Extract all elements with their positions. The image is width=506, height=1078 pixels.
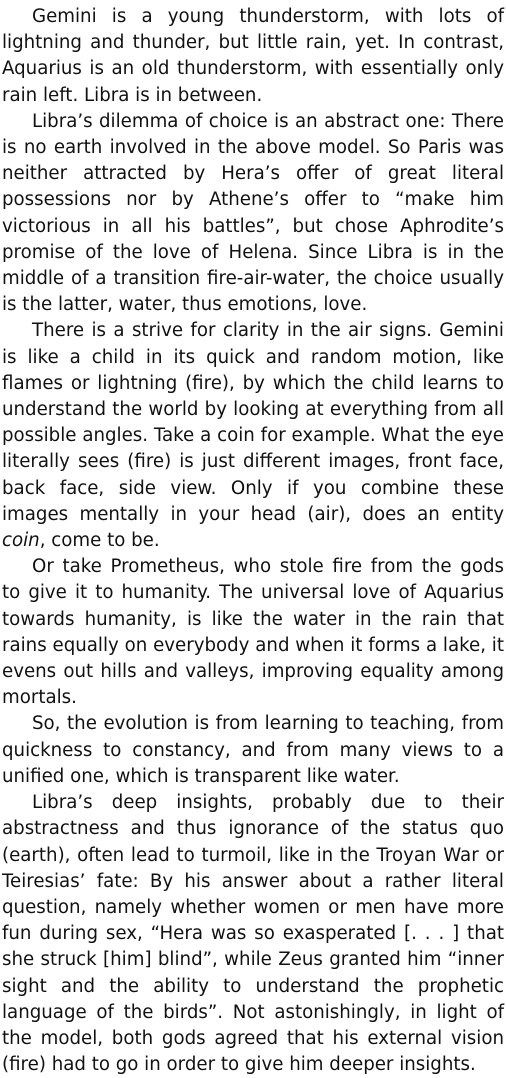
paragraph-text: Libra’s dilemma of choice is an abstract one: There is no earth involved in the above model. So Paris was neither attracted by Hera’s offer of great literal possessions nor by Athene’s offer to “make him victorious in all his battles”, but chose Aphrodite’s promise of the love of Helena. Since Libra is in the middle of a transition fire-air-water, the choice usually is the latter, water, thus emotions, love. <box>2 110 504 316</box>
paragraph-text: Gemini is a young thunderstorm, with lots of lightning and thunder, but little rain, yet. In contrast, Aquarius is an old thunderstorm, with essentially only rain left. Libra is in between. <box>2 6 504 106</box>
paragraph-libra-insights <box>2 790 504 1078</box>
paragraph-libra-dilemma <box>2 109 504 319</box>
paragraph-text: Libra’s deep insights, probably due to their abstractness and thus ignorance of the status quo (earth), often lead to turmoil, like in the Troyan War or Teiresias’ fate: By his answer about a rather literal question, namely whether women or men have more fun during sex, “Hera was so exasperated [. . . ] that she struck [him] blind”, while Zeus granted him “inner sight and the ability to understand the prophetic language of the birds”. Not astonishingly, in light of the model, both gods agreed that his external vision (fire) had to go in order to give him deeper insights. <box>2 792 504 1076</box>
paragraph-gemini-aquarius <box>2 4 504 109</box>
italic-word-coin: coin <box>2 530 40 552</box>
paragraph-evolution <box>2 711 504 790</box>
paragraph-text: , come to be. <box>39 530 160 552</box>
paragraph-text: Or take Prometheus, who stole fire from the gods to give it to humanity. The universal love of Aquarius towards humanity, is like the water in the rain that rains equally on everybody and when it forms a lake, it evens out hills and valleys, improving equality among mortals. <box>2 556 504 709</box>
paragraph-air-signs-clarity <box>2 318 504 554</box>
paragraph-text: So, the evolution is from learning to teaching, from quickness to constancy, and from many views to a unified one, which is transparent like water. <box>2 713 504 787</box>
paragraph-text: There is a strive for clarity in the air signs. Gemini is like a child in its quick and random motion, like flames or lightning (fire), by which the child learns to understand the world by looking at everything from all possible angles. Take a coin for example. What the eye literally sees (fire) is just different images, front face, back face, side view. Only if you combine these images mentally in your head (air), does an entity <box>2 320 504 525</box>
paragraph-prometheus <box>2 554 504 711</box>
